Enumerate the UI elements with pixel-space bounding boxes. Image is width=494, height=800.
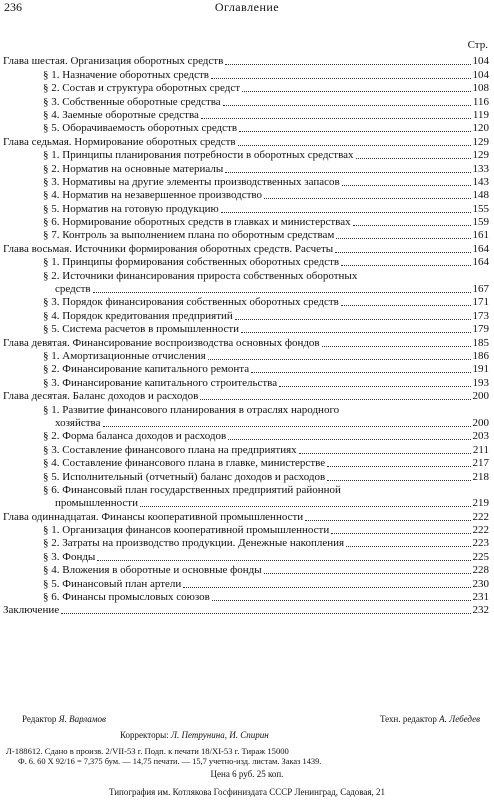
- dot-leader: [235, 319, 471, 320]
- toc-section-row: [3, 149, 489, 162]
- toc-entry-title: средств: [55, 283, 91, 296]
- toc-page-number: 200: [472, 416, 489, 429]
- toc-page-number: 231: [472, 591, 489, 604]
- toc-section-row: [3, 591, 489, 604]
- toc-entry-title: § 3. Фонды: [43, 550, 96, 563]
- toc-section-row: [3, 550, 489, 563]
- toc-page-number: 185: [472, 336, 489, 349]
- toc-page-number: 191: [472, 363, 489, 376]
- toc-page-number: 223: [472, 537, 489, 550]
- toc-page-number: 228: [472, 564, 489, 577]
- toc-section-row: [3, 162, 489, 175]
- dot-leader: [322, 346, 471, 347]
- price: Цена 6 руб. 25 коп.: [210, 769, 284, 779]
- dot-leader: [279, 386, 470, 387]
- toc-entry-title: § 2. Форма баланса доходов и расходов: [43, 430, 227, 443]
- toc-page-number: 203: [472, 430, 489, 443]
- dot-leader: [327, 480, 470, 481]
- toc-page-number: 119: [472, 108, 489, 121]
- toc-entry-title: Глава десятая. Баланс доходов и расходов: [3, 390, 199, 403]
- dot-leader: [103, 426, 471, 427]
- dot-leader: [341, 305, 471, 306]
- toc-entry-title: § 5. Финансовый план артели: [43, 577, 182, 590]
- toc-page-number: 200: [472, 390, 489, 403]
- tech-editor-label: Техн. редактор: [380, 714, 437, 724]
- dot-leader: [208, 359, 471, 360]
- toc-entry-title: § 3. Собственные оборотные средства: [43, 95, 221, 108]
- toc-section-row: [3, 216, 489, 229]
- dot-leader: [200, 399, 470, 400]
- dot-leader: [140, 506, 471, 507]
- toc-section-row: [3, 497, 489, 510]
- toc-entry-title: § 3. Составление финансового плана на предприятиях: [43, 443, 297, 456]
- toc-chapter-row: [3, 336, 489, 349]
- dot-leader: [335, 252, 470, 253]
- dot-leader: [342, 185, 471, 186]
- toc-chapter-row: [3, 55, 489, 68]
- toc-entry-title: § 1. Организация финансов кооперативной промышленности: [43, 524, 330, 537]
- toc-page-number: 193: [472, 376, 489, 389]
- page-number: 236: [4, 0, 22, 14]
- dot-leader: [221, 212, 471, 213]
- toc-page-number: 230: [472, 577, 489, 590]
- toc-page-number: 211: [472, 443, 489, 456]
- toc-entry-title: Заключение: [3, 604, 60, 617]
- toc-page-number: 171: [472, 296, 489, 309]
- toc-section-row: [3, 176, 489, 189]
- toc-section-row: [3, 443, 489, 456]
- dot-leader: [228, 439, 470, 440]
- editor-label: Редактор: [22, 714, 57, 724]
- toc-section-row: [3, 122, 489, 135]
- correctors-credit: [120, 730, 269, 740]
- editor-name: Я. Варламов: [58, 714, 106, 724]
- toc-entry-title: Глава седьмая. Нормирование оборотных средств: [3, 135, 236, 148]
- toc-entry-title: § 4. Составление финансового плана в главке, министерстве: [43, 457, 326, 470]
- dot-leader: [211, 78, 471, 79]
- dot-leader: [225, 64, 470, 65]
- toc-section-row: [3, 296, 489, 309]
- toc-chapter-row: [3, 135, 489, 148]
- toc-section-row: [3, 457, 489, 470]
- toc-entry-title: § 4. Порядок кредитования предприятий: [43, 309, 233, 322]
- toc-section-row: [3, 109, 489, 122]
- toc-page-number: 186: [472, 349, 489, 362]
- toc-section-row: [3, 229, 489, 242]
- toc-entry-title: § 6. Нормирование оборотных средств в главках и министерствах: [43, 216, 351, 229]
- toc-page-number: 218: [472, 470, 489, 483]
- dot-leader: [264, 198, 470, 199]
- toc-chapter-row: [3, 510, 489, 523]
- toc-page-number: 219: [472, 497, 489, 510]
- toc-section-row: [3, 95, 489, 108]
- toc-section-row: [3, 577, 489, 590]
- toc-entry-title: § 1. Назначение оборотных средств: [43, 68, 209, 81]
- toc-page-number: 133: [472, 162, 489, 175]
- printer-line: Типография им. Котлякова Госфиниздата СССР Ленинград, Садовая, 21: [108, 787, 386, 797]
- toc-chapter-row: [3, 604, 489, 617]
- page-header-title: Оглавление: [214, 0, 280, 14]
- table-of-contents: [3, 55, 489, 617]
- toc-page-number: 116: [472, 95, 489, 108]
- toc-section-row: [3, 376, 489, 389]
- dot-leader: [201, 118, 471, 119]
- toc-section-row: [3, 417, 489, 430]
- toc-page-number: 148: [472, 189, 489, 202]
- toc-entry-title: § 2. Затраты на производство продукции. Денежные накопления: [43, 537, 345, 550]
- dot-leader: [353, 225, 471, 226]
- imprint-line-1: Л-188612. Сдано в произв. 2/VII-53 г. Подп. к печати 18/XI-53 г. Тираж 15000: [6, 746, 289, 756]
- toc-page-number: 161: [472, 229, 489, 242]
- toc-entry-title: § 1. Принципы формирования собственных оборотных средств: [43, 256, 340, 269]
- imprint-line-2: Ф. 6. 60 Х 92/16 = 7,375 бум. — 14,75 печати. — 15,7 учетно-изд. листам. Заказ 1439.: [18, 757, 322, 766]
- tech-editor-credit: [380, 714, 480, 724]
- toc-page-number: 155: [472, 202, 489, 215]
- toc-page-number: 104: [472, 55, 489, 68]
- toc-entry-title: промышленности: [55, 497, 138, 510]
- toc-page-number: 222: [472, 524, 489, 537]
- dot-leader: [242, 91, 470, 92]
- toc-entry-title: § 6. Финансовый план государственных предприятий районной: [43, 483, 341, 496]
- toc-entry-title: § 4. Заемные оборотные средства: [43, 108, 199, 121]
- dot-leader: [238, 145, 471, 146]
- toc-page-number: 129: [472, 149, 489, 162]
- toc-chapter-row: [3, 390, 489, 403]
- dot-leader: [93, 292, 471, 293]
- toc-page-number: 164: [472, 242, 489, 255]
- dot-leader: [336, 238, 470, 239]
- toc-section-row: [3, 323, 489, 336]
- tech-editor-name: А. Лебедев: [439, 714, 480, 724]
- toc-entry-title: хозяйства: [55, 416, 101, 429]
- toc-page-number: 129: [472, 135, 489, 148]
- dot-leader: [241, 332, 470, 333]
- toc-entry-title: § 3. Финансирование капитального строительства: [43, 376, 278, 389]
- dot-leader: [341, 265, 470, 266]
- toc-section-row: [3, 484, 489, 497]
- dot-leader: [346, 546, 470, 547]
- dot-leader: [183, 587, 470, 588]
- toc-section-row: [3, 350, 489, 363]
- page-column-label: Стр.: [467, 39, 488, 51]
- toc-section-row: [3, 430, 489, 443]
- toc-entry-title: § 1. Развитие финансового планирования в отраслях народного: [43, 403, 340, 416]
- dot-leader: [239, 131, 470, 132]
- toc-entry-title: § 2. Норматив на основные материалы: [43, 162, 224, 175]
- toc-entry-title: § 3. Порядок финансирования собственных оборотных средств: [43, 296, 339, 309]
- toc-section-row: [3, 470, 489, 483]
- toc-page-number: 179: [472, 323, 489, 336]
- dot-leader: [223, 105, 471, 106]
- toc-entry-title: § 6. Финансы промысловых союзов: [43, 591, 210, 604]
- toc-page-number: 159: [472, 216, 489, 229]
- dot-leader: [61, 613, 470, 614]
- editor-credit: [22, 714, 106, 724]
- toc-section-row: [3, 403, 489, 416]
- toc-page-number: 104: [472, 68, 489, 81]
- dot-leader: [264, 573, 471, 574]
- toc-page-number: 225: [472, 550, 489, 563]
- dot-leader: [299, 453, 471, 454]
- toc-entry-title: § 1. Амортизационные отчисления: [43, 349, 206, 362]
- toc-page-number: 232: [472, 604, 489, 617]
- dot-leader: [251, 372, 470, 373]
- toc-entry-title: § 5. Система расчетов в промышленности: [43, 323, 240, 336]
- toc-entry-title: § 3. Нормативы на другие элементы производственных запасов: [43, 175, 340, 188]
- toc-section-row: [3, 363, 489, 376]
- dot-leader: [225, 172, 470, 173]
- dot-leader: [97, 560, 470, 561]
- toc-section-row: [3, 269, 489, 282]
- correctors-label: Корректоры:: [120, 730, 169, 740]
- toc-section-row: [3, 256, 489, 269]
- toc-entry-title: § 5. Исполнительный (отчетный) баланс доходов и расходов: [43, 470, 326, 483]
- toc-page-number: 222: [472, 510, 489, 523]
- toc-section-row: [3, 537, 489, 550]
- dot-leader: [356, 158, 471, 159]
- toc-entry-title: Глава шестая. Организация оборотных средств: [3, 55, 224, 68]
- toc-page-number: 167: [472, 283, 489, 296]
- dot-leader: [327, 466, 470, 467]
- toc-section-row: [3, 68, 489, 81]
- toc-entry-title: Глава восьмая. Источники формирования оборотных средств. Расчеты: [3, 242, 334, 255]
- toc-section-row: [3, 524, 489, 537]
- toc-entry-title: § 4. Норматив на незавершенное производство: [43, 189, 263, 202]
- dot-leader: [305, 520, 470, 521]
- dot-leader: [212, 600, 471, 601]
- toc-section-row: [3, 202, 489, 215]
- toc-section-row: [3, 82, 489, 95]
- dot-leader: [331, 533, 470, 534]
- toc-entry-title: Глава девятая. Финансирование воспроизводства основных фондов: [3, 336, 320, 349]
- toc-entry-title: § 2. Финансирование капитального ремонта: [43, 363, 250, 376]
- toc-entry-title: Глава одиннадцатая. Финансы кооперативной промышленности: [3, 510, 304, 523]
- toc-entry-title: § 4. Вложения в оборотные и основные фонды: [43, 564, 262, 577]
- toc-page-number: 164: [472, 256, 489, 269]
- toc-section-row: [3, 283, 489, 296]
- toc-entry-title: § 5. Норматив на готовую продукцию: [43, 202, 219, 215]
- toc-entry-title: § 2. Состав и структура оборотных средст: [43, 82, 241, 95]
- toc-page-number: 108: [472, 82, 489, 95]
- toc-page-number: 217: [472, 457, 489, 470]
- correctors-names: Л. Петрунина, И. Спирин: [170, 730, 269, 740]
- toc-entry-title: § 5. Оборачиваемость оборотных средств: [43, 122, 238, 135]
- toc-entry-title: § 2. Источники финансирования прироста собственных оборотных: [43, 269, 358, 282]
- toc-entry-title: § 7. Контроль за выполнением плана по оборотным средствам: [43, 229, 335, 242]
- toc-page-number: 120: [472, 122, 489, 135]
- toc-page-number: 173: [472, 309, 489, 322]
- toc-chapter-row: [3, 242, 489, 255]
- toc-entry-title: § 1. Принципы планирования потребности в оборотных средствах: [43, 149, 354, 162]
- toc-page-number: 143: [472, 175, 489, 188]
- toc-section-row: [3, 189, 489, 202]
- toc-section-row: [3, 309, 489, 322]
- toc-section-row: [3, 564, 489, 577]
